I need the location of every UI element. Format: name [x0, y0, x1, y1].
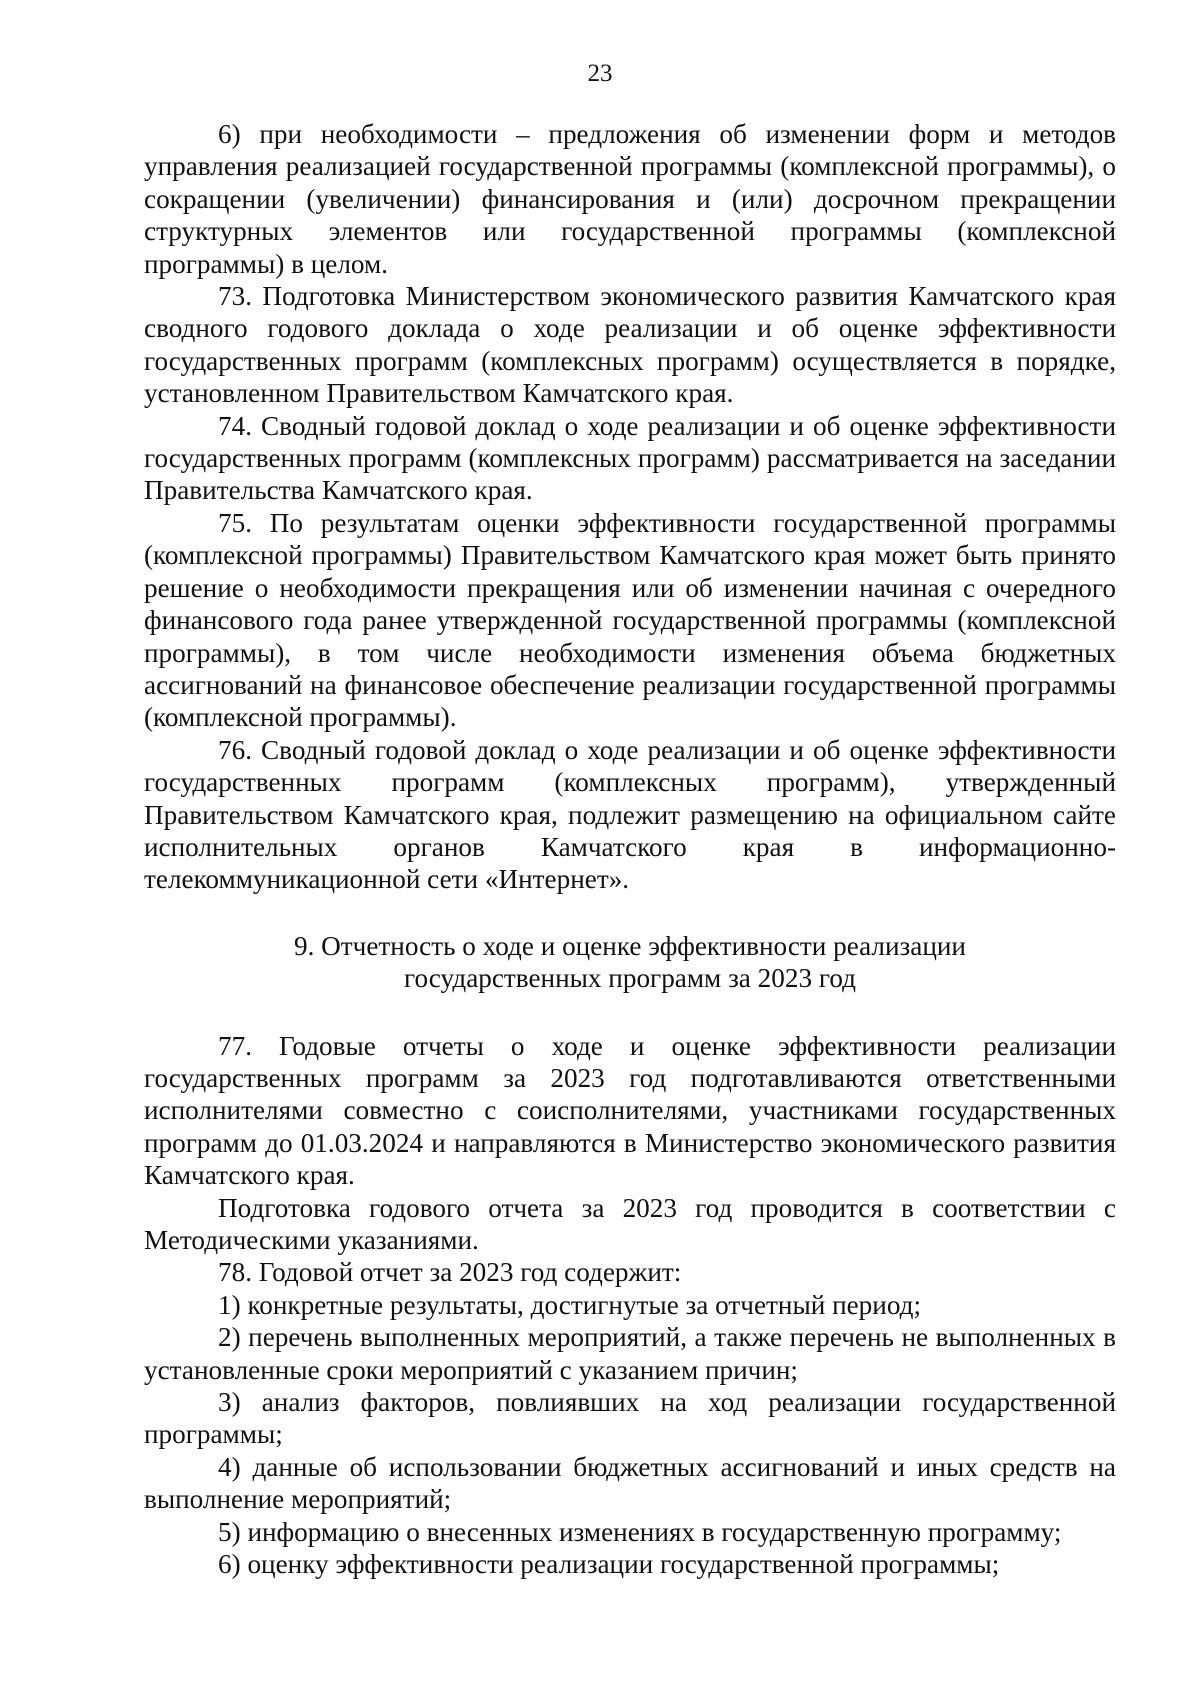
- paragraph-annual-report-preparation: Подготовка годового отчета за 2023 год проводится в соответствии с Методическими указаниями.: [144, 1192, 1116, 1255]
- paragraph-76: 76. Сводный годовой доклад о ходе реализации и об оценке эффективности государственных программ (комплексных программ), утвержденный Правительством Камчатского края, подлежит размещению на официальном сайте исполнительных органов Камчатского края в информационно-телекоммуникационной сети «Интернет».: [144, 734, 1116, 895]
- list-item-4: 4) данные об использовании бюджетных ассигнований и иных средств на выполнение мероприятий;: [144, 1451, 1116, 1515]
- list-item-5: 5) информацию о внесенных изменениях в государственную программу;: [218, 1516, 1062, 1547]
- paragraph-75: 75. По результатам оценки эффективности государственной программы (комплексной программы) Правительством Камчатского края может быть принято решение о необходимости прекращения или об изменении начиная с очередного финансового года ранее утвержденной государственной программы (комплексной программы), в том числе необходимости изменения объема бюджетных ассигнований на финансовое обеспечение реализации государственной программы (комплексной программы).: [144, 507, 1116, 733]
- list-item-3: 3) анализ факторов, повлиявших на ход реализации государственной программы;: [144, 1387, 1116, 1450]
- paragraph-78: 78. Годовой отчет за 2023 год содержит:: [218, 1257, 682, 1288]
- section-heading-9: [144, 930, 1116, 995]
- section-heading-line-1: 9. Отчетность о ходе и оценке эффективности реализации: [293, 930, 966, 961]
- page-number: 23: [587, 60, 613, 87]
- paragraph-77: 77. Годовые отчеты о ходе и оценке эффективности реализации государственных программ за 2023 год подготавливаются ответственными исполнителями совместно с соисполнителями, участниками государственных программ до 01.03.2024 и направляются в Министерство экономического развития Камчатского края.: [144, 1030, 1116, 1191]
- list-item-2: 2) перечень выполненных мероприятий, а также перечень не выполненных в установленные сроки мероприятий с указанием причин;: [144, 1322, 1116, 1385]
- list-item-1: 1) конкретные результаты, достигнутые за отчетный период;: [218, 1289, 922, 1320]
- document-body: [144, 118, 1116, 1580]
- paragraph-73: 73. Подготовка Министерством экономического развития Камчатского края сводного годового доклада о ходе реализации и об оценке эффективности государственных программ (комплексных программ) осуществляется в порядке, установленном Правительством Камчатского края.: [144, 281, 1116, 409]
- list-item-6: 6) оценку эффективности реализации государственной программы;: [218, 1549, 1000, 1580]
- paragraph-6-proposals: 6) при необходимости – предложения об изменении форм и методов управления реализацией государственной программы (комплексной программы), о сокращении (увеличении) финансирования и (или) досрочном прекращении структурных элементов или государственной программы (комплексной программы) в целом.: [144, 119, 1116, 279]
- paragraph-74: 74. Сводный годовой доклад о ходе реализации и об оценке эффективности государственных программ (комплексных программ) рассматривается на заседании Правительства Камчатского края.: [144, 410, 1116, 506]
- section-heading-line-2: государственных программ за 2023 год: [404, 963, 856, 994]
